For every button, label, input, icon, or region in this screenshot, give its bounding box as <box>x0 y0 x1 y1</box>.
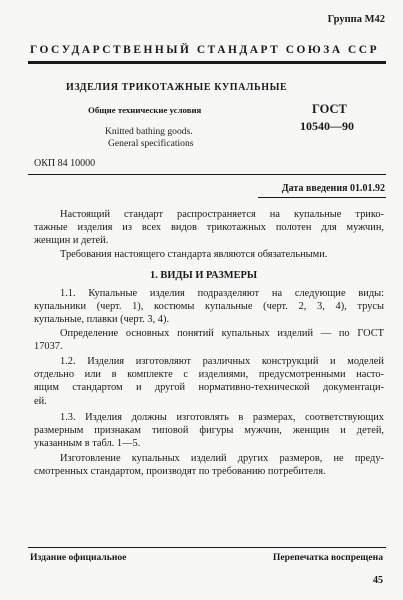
document-subtitle: Общие технические условия <box>88 105 202 115</box>
text-line: отдельно или в комплекте с изделиями, предусмотренными насто- <box>34 369 384 381</box>
document-title: ИЗДЕЛИЯ ТРИКОТАЖНЫЕ КУПАЛЬНЫЕ <box>66 82 288 93</box>
gost-number: 10540—90 <box>300 119 354 133</box>
text-line: смотренных стандартом, производят по требованию потребителя. <box>34 466 326 478</box>
text-line: указанным в табл. 1—5. <box>34 438 141 450</box>
title-en-line1: Knitted bathing goods. <box>105 126 193 137</box>
header-rule <box>28 61 386 64</box>
text-line: женщин и детей. <box>34 235 109 247</box>
text-line: размерным признакам типовой фигуры мужчин, женщин и детей, <box>34 425 384 437</box>
text-line: Настоящий стандарт распространяется на купальные трико- <box>60 209 384 220</box>
page-number: 45 <box>373 575 383 586</box>
text-line: 1.3. Изделия должны изготовлять в размерах, соответствующих <box>60 412 384 423</box>
clause-1-2 <box>34 355 384 408</box>
text-line: купальные, плавки (черт. 3, 4). <box>34 314 170 326</box>
official-edition: Издание официальное <box>30 552 127 563</box>
reprint-notice: Перепечатка воспрещена <box>272 552 383 563</box>
effective-date: Дата введения 01.01.92 <box>281 183 385 194</box>
text-line: Требования настоящего стандарта являются обязательными. <box>60 249 328 260</box>
title-en-line2: General specifications <box>108 138 194 149</box>
text-line: 1.1. Купальные изделия подразделяют на следующие виды: <box>60 288 384 299</box>
footer-rule <box>28 547 386 548</box>
clause-1-3 <box>34 411 384 451</box>
text-line: 17037. <box>34 341 63 353</box>
text-line: тажные изделия из всех видов трикотажных полотен для мужчин, <box>34 222 384 234</box>
title-rule <box>28 174 386 175</box>
standard-header: ГОСУДАРСТВЕННЫЙ СТАНДАРТ СОЮЗА ССР <box>30 44 380 56</box>
text-line: Определение основных понятий купальных изделий — по ГОСТ <box>60 328 384 339</box>
date-rule <box>258 197 386 198</box>
section-heading: 1. ВИДЫ И РАЗМЕРЫ <box>150 270 258 281</box>
gost-label: ГОСТ <box>312 102 347 116</box>
okp-code: ОКП 84 10000 <box>34 158 96 169</box>
text-line: ей. <box>34 395 47 407</box>
clause-1-1 <box>34 287 384 327</box>
text-line: 1.2. Изделия изготовляют различных конструкций и моделей <box>60 356 384 367</box>
text-line: ящим стандартом и другой нормативно-технической документаци- <box>34 382 384 394</box>
other-sizes-paragraph <box>34 452 384 478</box>
text-line: купальники (черт. 1), костюмы купальные (черт. 2, 3, 4), трусы <box>34 301 384 313</box>
group-code: Группа М42 <box>327 14 385 25</box>
intro-paragraph-1 <box>34 208 384 248</box>
definition-paragraph <box>34 327 384 353</box>
intro-paragraph-2 <box>34 248 384 261</box>
text-line: Изготовление купальных изделий других размеров, не преду- <box>60 453 384 464</box>
